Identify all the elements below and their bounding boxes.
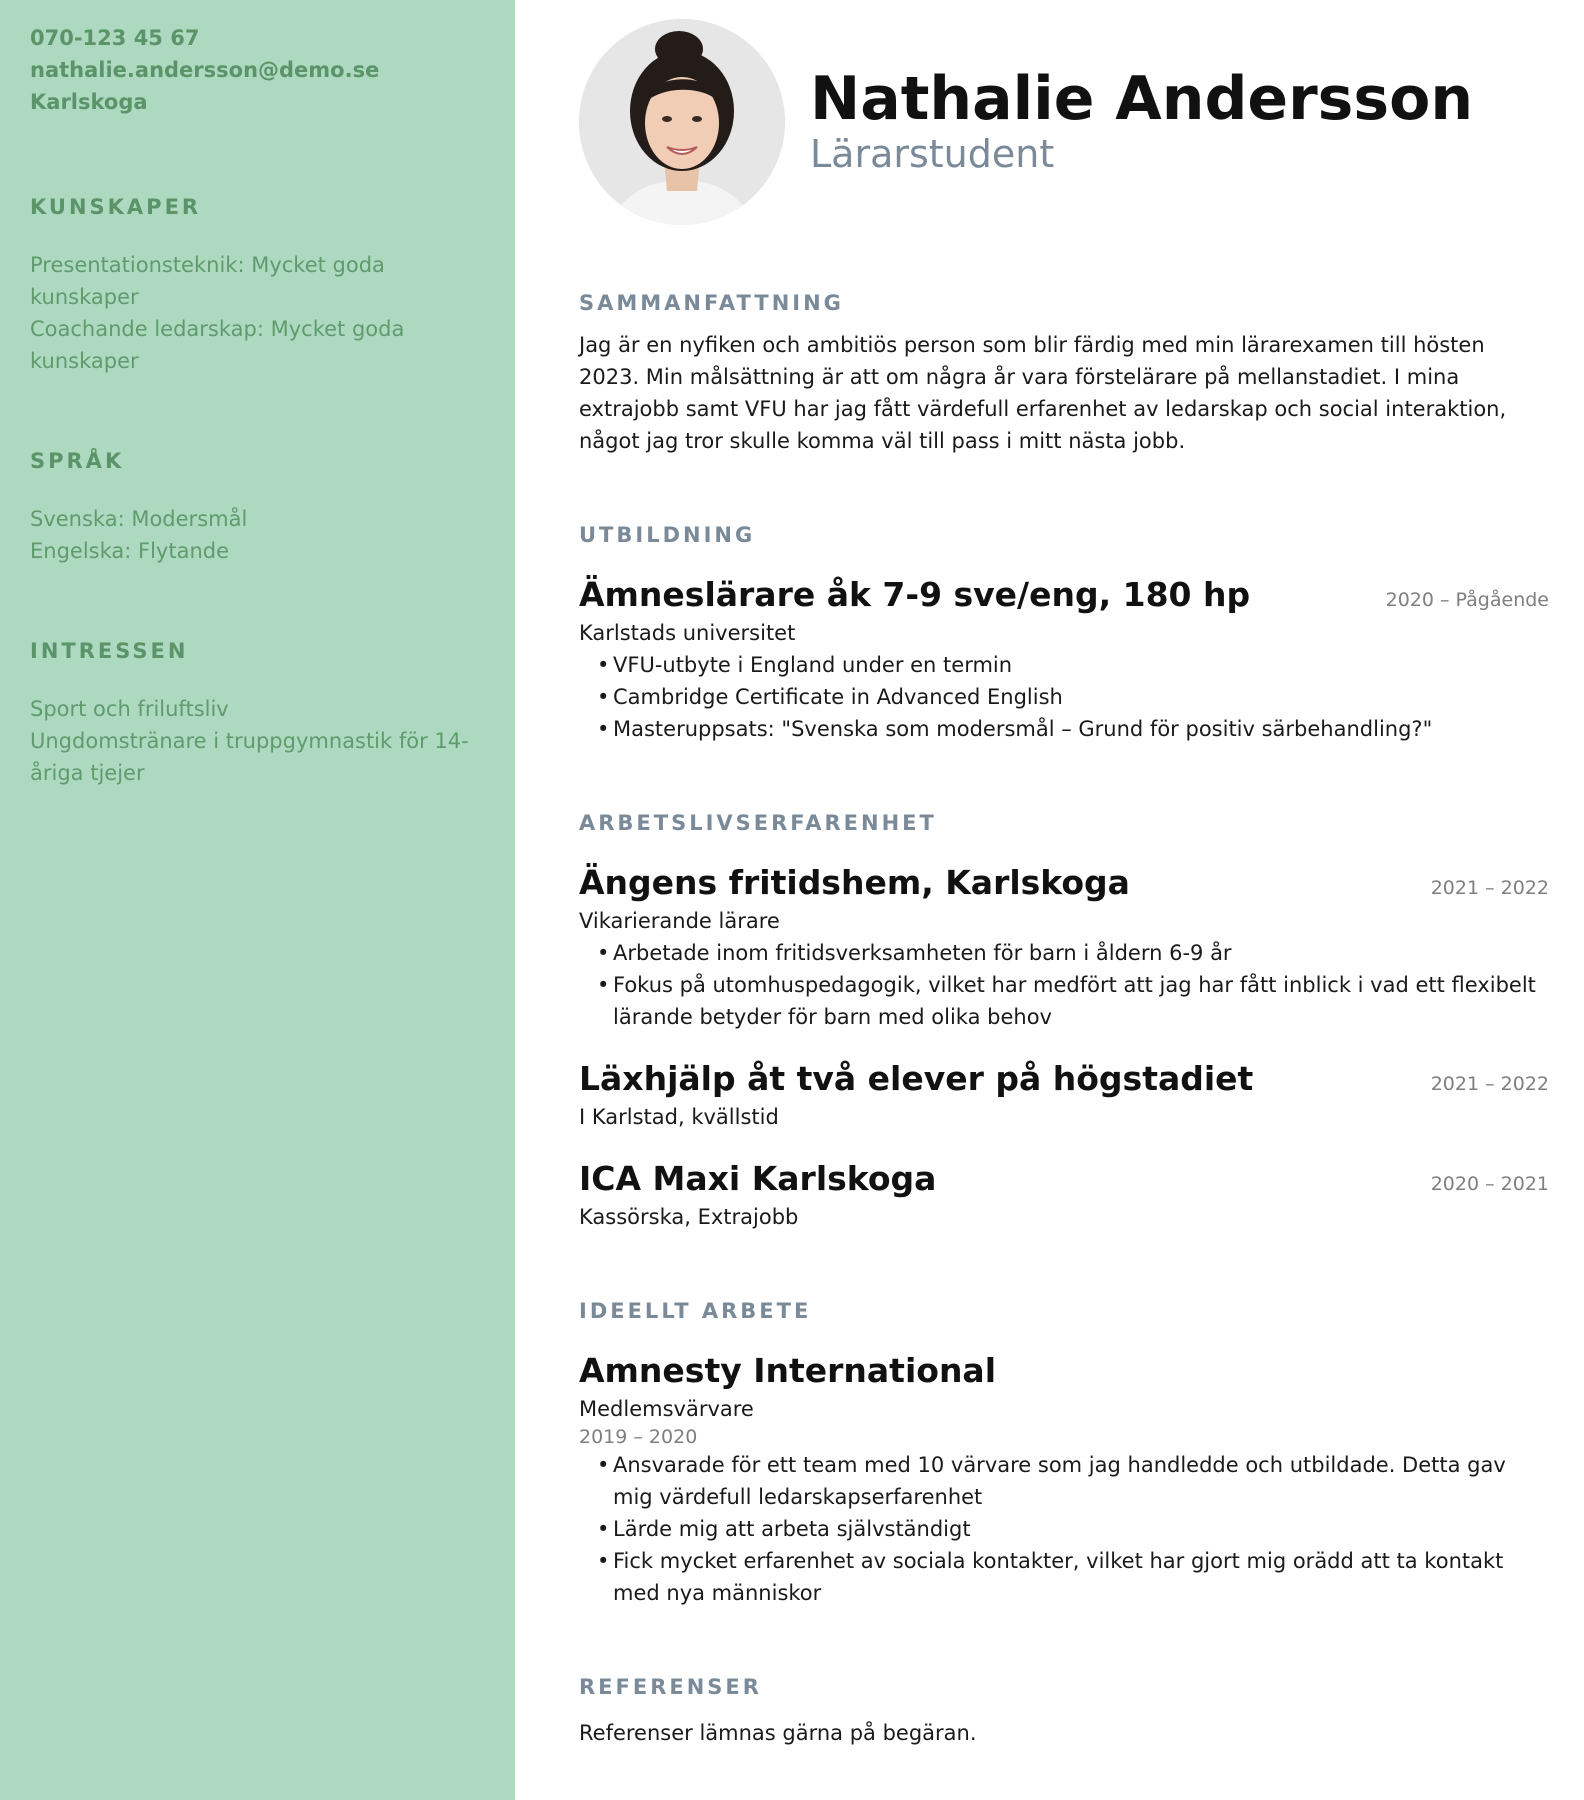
references-text: Referenser lämnas gärna på begäran.	[579, 1721, 977, 1745]
bullet-item: • Masteruppsats: "Svenska som modersmål – Grund för positiv särbehandling?"	[597, 713, 1549, 745]
summary-text: Jag är en nyfiken och ambitiös person som blir färdig med min lärarexamen till hösten 2023. Min målsättning är att om några år vara förstelärare på mellanstadiet. I mina extrajobb samt VFU har jag fått värdefull erfarenhet av ledarskap och social interaktion, något jag tror skulle komma väl till pass i mitt nästa jobb.	[579, 333, 1507, 453]
bullet-item: • Ansvarade för ett team med 10 värvare som jag handledde och utbildade. Detta gav mig värdefull ledarskapserfarenhet	[597, 1449, 1549, 1513]
entry-subtitle: Karlstads universitet	[579, 621, 796, 645]
skills-list	[30, 249, 485, 377]
entry-subtitle: Kassörska, Extrajobb	[579, 1205, 799, 1229]
summary-heading: SAMMANFATTNING	[579, 291, 844, 315]
entry-subtitle: Vikarierande lärare	[579, 909, 780, 933]
bullet-item: • Cambridge Certificate in Advanced English	[597, 681, 1549, 713]
entry-header	[579, 1057, 1549, 1101]
languages-list	[30, 503, 485, 567]
interests-list	[30, 693, 485, 789]
interest-item: Ungdomstränare i truppgymnastik för 14-åriga tjejer	[30, 729, 469, 785]
bullet-item: • Fokus på utomhuspedagogik, vilket har medfört att jag har fått inblick i vad ett flexibelt lärande betyder för barn med olika behov	[597, 969, 1549, 1033]
phone: 070-123 45 67	[30, 26, 200, 50]
entry-header	[579, 861, 1549, 905]
work-entry	[579, 861, 1549, 1033]
work-heading: ARBETSLIVSERFARENHET	[579, 811, 937, 835]
entry-title: Ängens fritidshem, Karlskoga	[579, 863, 1130, 902]
portrait-photo	[579, 19, 785, 225]
bullet-item: • Fick mycket erfarenhet av sociala kontakter, vilket har gjort mig orädd att ta kontakt med nya människor	[597, 1545, 1549, 1609]
education-section	[579, 521, 1549, 745]
full-name: Nathalie Andersson	[810, 64, 1474, 134]
entry-bullets	[579, 649, 1549, 745]
volunteer-section	[579, 1297, 1549, 1609]
entry-bullets	[579, 1449, 1549, 1609]
entry-header	[579, 573, 1549, 617]
skill-item: Presentationsteknik: Mycket goda kunskaper	[30, 253, 385, 309]
entry-title: ICA Maxi Karlskoga	[579, 1159, 937, 1198]
main-content	[579, 0, 1549, 1749]
job-title: Lärarstudent	[810, 132, 1055, 176]
bullet-item: • Arbetade inom fritidsverksamheten för barn i åldern 6-9 år	[597, 937, 1549, 969]
volunteer-entry	[579, 1349, 1549, 1609]
city: Karlskoga	[30, 90, 148, 114]
references-section	[579, 1673, 1549, 1749]
language-item: Svenska: Modersmål	[30, 507, 248, 531]
bullet-item: • VFU-utbyte i England under en termin	[597, 649, 1549, 681]
entry-header	[579, 1157, 1549, 1201]
interest-item: Sport och friluftsliv	[30, 697, 229, 721]
entry-date: 2019 – 2020	[579, 1426, 698, 1448]
work-entry	[579, 1157, 1549, 1233]
email[interactable]: nathalie.andersson@demo.se	[30, 58, 380, 82]
header	[579, 0, 1549, 225]
avatar	[579, 19, 785, 225]
languages-heading: SPRÅK	[30, 449, 125, 473]
entry-title: Läxhjälp åt två elever på högstadiet	[579, 1059, 1254, 1098]
entry-subtitle: I Karlstad, kvällstid	[579, 1105, 779, 1129]
education-heading: UTBILDNING	[579, 523, 756, 547]
entry-date: 2020 – 2021	[1430, 1173, 1549, 1195]
entry-date: 2020 – Pågående	[1385, 589, 1549, 611]
skills-heading: KUNSKAPER	[30, 195, 202, 219]
entry-subtitle: Medlemsvärvare	[579, 1397, 754, 1421]
skill-item: Coachande ledarskap: Mycket goda kunskaper	[30, 317, 405, 373]
entry-title: Amnesty International	[579, 1351, 997, 1390]
education-entry	[579, 573, 1549, 745]
summary-section	[579, 289, 1549, 457]
references-heading: REFERENSER	[579, 1675, 762, 1699]
entry-date: 2021 – 2022	[1430, 877, 1549, 899]
volunteer-heading: IDEELLT ARBETE	[579, 1299, 812, 1323]
contact-block	[30, 22, 485, 118]
language-item: Engelska: Flytande	[30, 539, 230, 563]
sidebar	[0, 0, 515, 1800]
entry-bullets	[579, 937, 1549, 1033]
entry-title: Ämneslärare åk 7-9 sve/eng, 180 hp	[579, 575, 1251, 614]
bullet-item: • Lärde mig att arbeta självständigt	[597, 1513, 1549, 1545]
entry-date: 2021 – 2022	[1430, 1073, 1549, 1095]
interests-heading: INTRESSEN	[30, 639, 189, 663]
work-entry	[579, 1057, 1549, 1133]
work-section	[579, 809, 1549, 1233]
